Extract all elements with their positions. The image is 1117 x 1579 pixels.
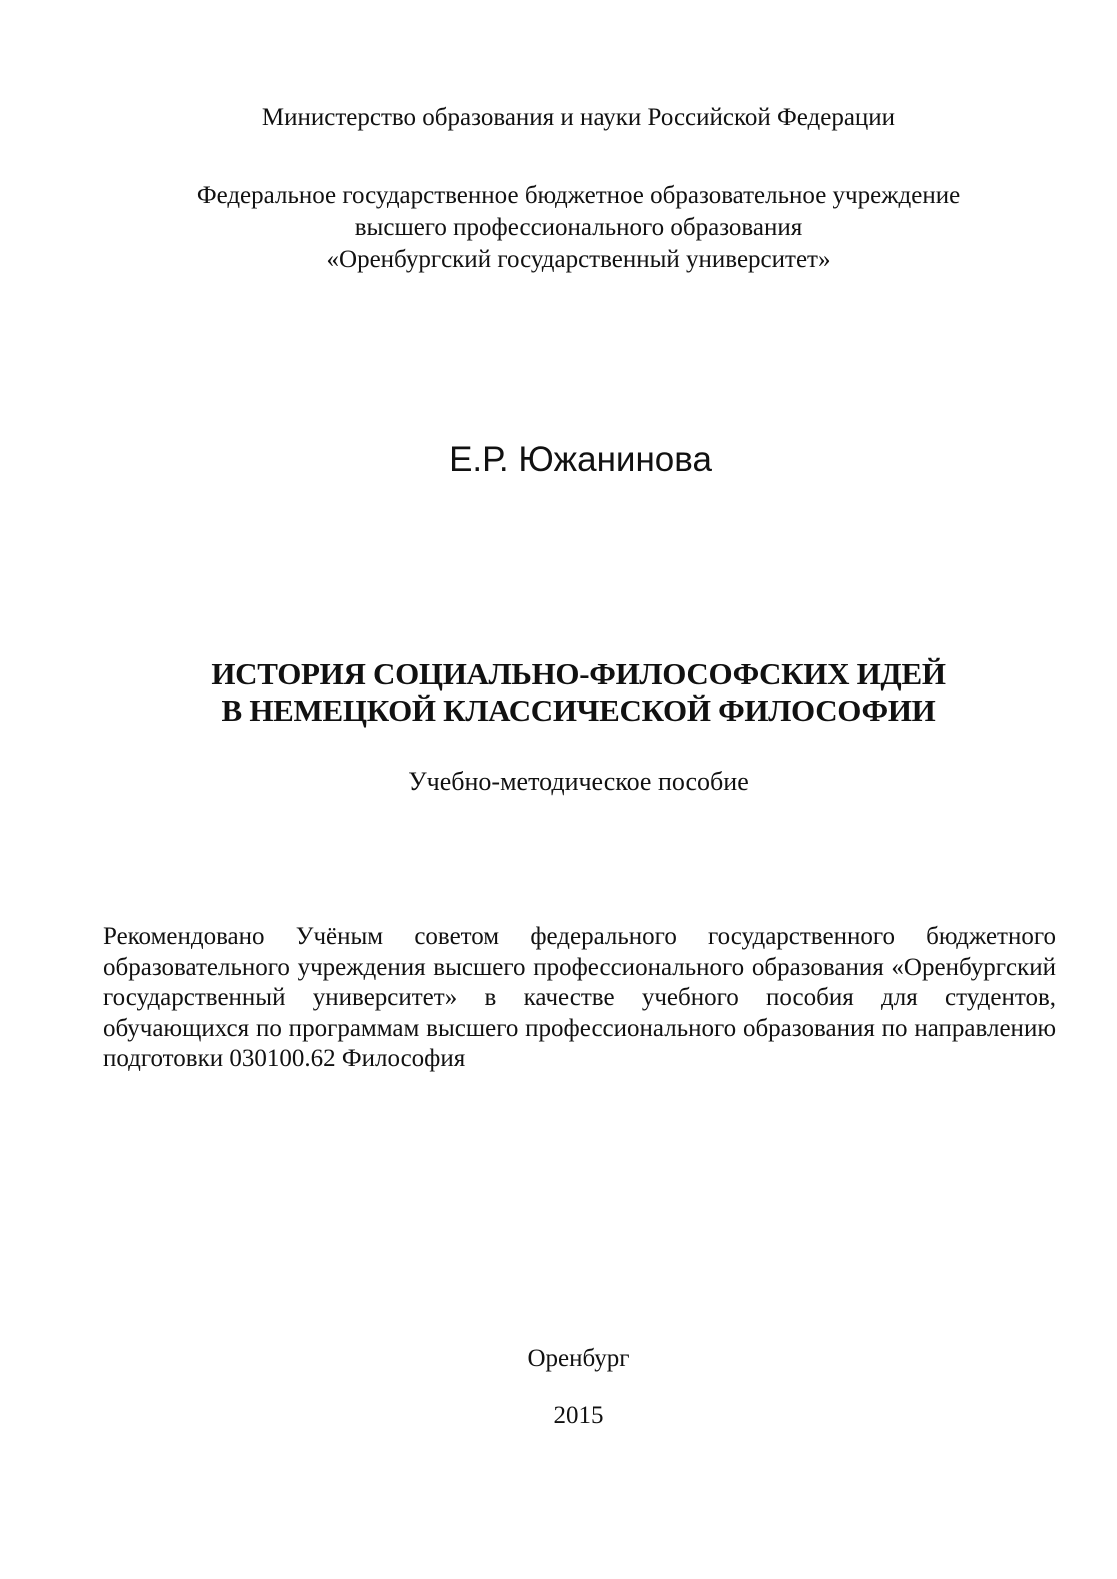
institution-line: Федеральное государственное бюджетное образовательное учреждение xyxy=(196,182,961,209)
title-line: В НЕМЕЦКОЙ КЛАССИЧЕСКОЙ ФИЛОСОФИИ xyxy=(221,693,936,728)
institution-line: «Оренбургский государственный университет» xyxy=(326,246,831,273)
recommendation-text: Рекомендовано Учёным советом федерального государственного бюджетного образовательного учреждения высшего профессионального образования «Оренбургский государственный университет» в качестве учебного пособия для студентов, обучающихся по программам высшего профессионального образования по направлению подготовки 030100.62 Философия xyxy=(103,923,1056,1072)
publication-year: 2015 xyxy=(553,1402,604,1429)
ministry-name: Министерство образования и науки Российской Федерации xyxy=(261,104,896,131)
institution-name xyxy=(20,180,1117,276)
institution-line: высшего профессионального образования xyxy=(354,214,803,241)
book-title xyxy=(20,655,1117,729)
publication-city: Оренбург xyxy=(527,1345,630,1372)
title-line: ИСТОРИЯ СОЦИАЛЬНО-ФИЛОСОФСКИХ ИДЕЙ xyxy=(211,656,946,691)
author-name: Е.Р. Южанинова xyxy=(449,440,712,479)
book-subtitle: Учебно-методическое пособие xyxy=(408,767,749,796)
